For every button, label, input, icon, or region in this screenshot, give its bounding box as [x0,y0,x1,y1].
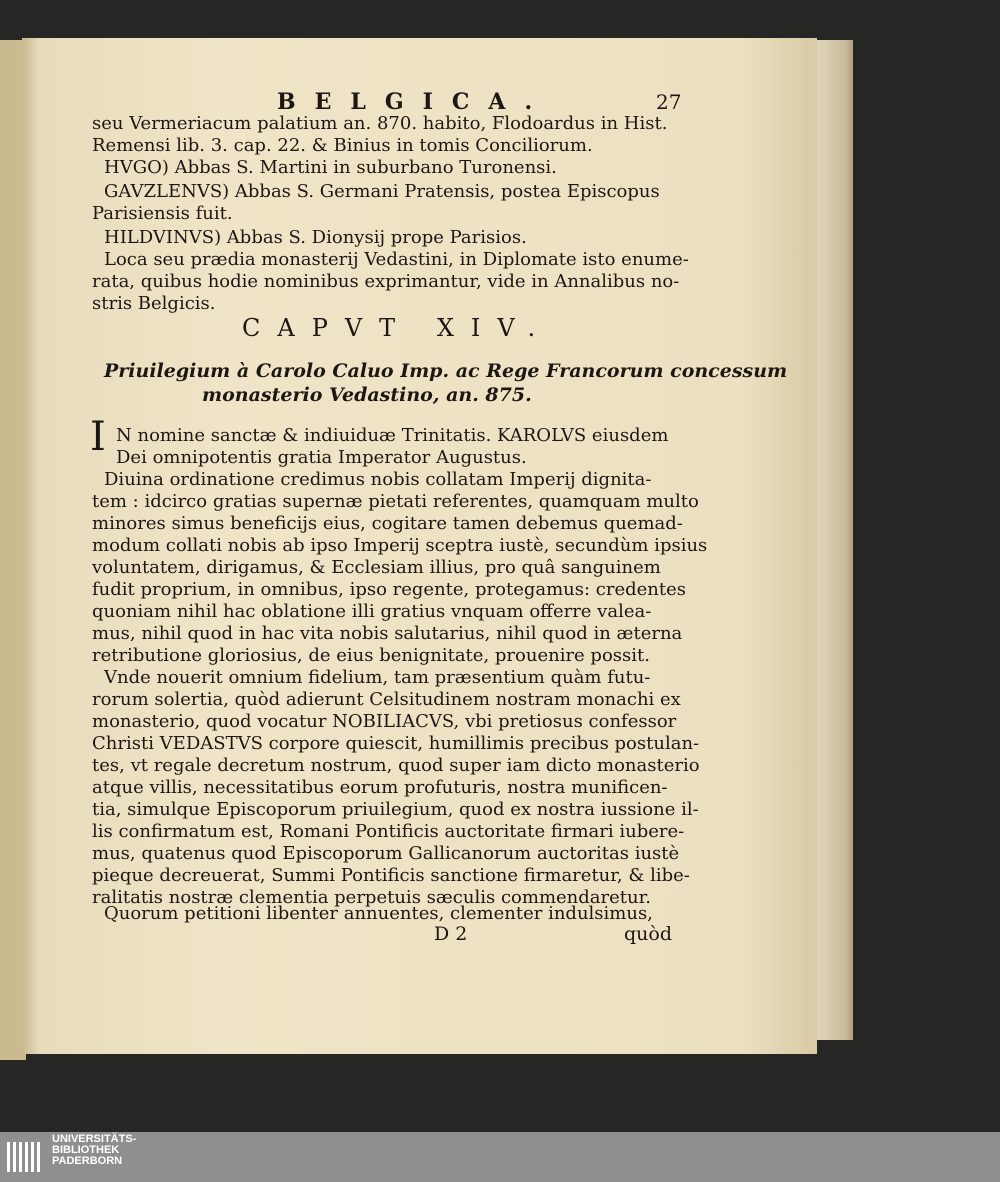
library-logo-icon [5,1136,45,1176]
chapter-subtitle-line: Priuilegium à Carolo Caluo Imp. ac Rege Francorum concessum [104,360,788,382]
drop-cap: I [90,414,106,460]
library-name-line: UNIVERSITÄTS- [52,1133,137,1145]
text-line: Parisiensis fuit. [92,203,233,224]
text-line: mus, quatenus quod Episcoporum Gallicanorum auctoritas iustè [92,843,680,864]
library-footer-bar [0,1132,1000,1182]
running-head: BELGICA. [277,89,552,115]
text-line: tes, vt regale decretum nostrum, quod super iam dicto monasterio [92,755,700,776]
text-line: N nomine sanctæ & indiuiduæ Trinitatis. KAROLVS eiusdem [116,425,669,446]
chapter-heading: CAPVT XIV. [242,314,553,342]
page-number: 27 [656,90,682,114]
chapter-subtitle-line: monasterio Vedastino, an. 875. [202,384,532,406]
text-line: GAVZLENVS) Abbas S. Germani Pratensis, postea Episcopus [104,181,660,202]
text-line: HILDVINVS) Abbas S. Dionysij prope Parisios. [104,227,527,248]
text-line: Diuina ordinatione credimus nobis collatam Imperij dignita- [104,469,652,490]
text-line: Quorum petitioni libenter annuentes, clementer indulsimus, [104,903,653,924]
text-line: mus, nihil quod in hac vita nobis salutarius, nihil quod in æterna [92,623,683,644]
text-line: rorum solertia, quòd adierunt Celsitudinem nostram monachi ex [92,689,681,710]
text-line: Dei omnipotentis gratia Imperator Augustus. [116,447,527,468]
library-name-line: BIBLIOTHEK [52,1144,120,1156]
text-line: quoniam nihil hac oblatione illi gratius vnquam offerre valea- [92,601,652,622]
text-line: Loca seu prædia monasterij Vedastini, in Diplomate isto enume- [104,249,689,270]
text-line: Vnde nouerit omnium fidelium, tam præsentium quàm futu- [104,667,651,688]
text-line: tem : idcirco gratias supernæ pietati referentes, quamquam multo [92,491,699,512]
text-line: HVGO) Abbas S. Martini in suburbano Turonensi. [104,157,557,178]
text-line: stris Belgicis. [92,293,216,314]
catchword: quòd [624,923,673,945]
signature-mark: D 2 [434,923,468,945]
text-line: Christi VEDASTVS corpore quiescit, humillimis precibus postulan- [92,733,700,754]
text-line: Remensi lib. 3. cap. 22. & Binius in tomis Conciliorum. [92,135,593,156]
text-line: minores simus beneficijs eius, cogitare tamen debemus quemad- [92,513,683,534]
library-name-line: PADERBORN [52,1155,123,1167]
text-line: seu Vermeriacum palatium an. 870. habito, Flodoardus in Hist. [92,113,668,134]
text-line: voluntatem, dirigamus, & Ecclesiam illius, pro quâ sanguinem [92,557,661,578]
text-line: tia, simulque Episcoporum priuilegium, quod ex nostra iussione il- [92,799,699,820]
text-line: monasterio, quod vocatur NOBILIACVS, vbi pretiosus confessor [92,711,677,732]
library-name [52,1134,136,1167]
book-page [22,38,817,1054]
text-line: atque villis, necessitatibus eorum profuturis, nostra munificen- [92,777,668,798]
text-line: retributione gloriosius, de eius benignitate, prouenire possit. [92,645,650,666]
text-line: pieque decreuerat, Summi Pontificis sanctione firmaretur, & libe- [92,865,690,886]
text-line: rata, quibus hodie nominibus exprimantur, vide in Annalibus no- [92,271,680,292]
text-line: fudit proprium, in omnibus, ipso regente, protegamus: credentes [92,579,687,600]
text-line: ralitatis nostræ clementia perpetuis sæculis commendaretur. [92,887,651,908]
text-line: modum collati nobis ab ipso Imperij sceptra iustè, secundùm ipsius [92,535,708,556]
text-line: lis confirmatum est, Romani Pontificis auctoritate firmari iubere- [92,821,685,842]
